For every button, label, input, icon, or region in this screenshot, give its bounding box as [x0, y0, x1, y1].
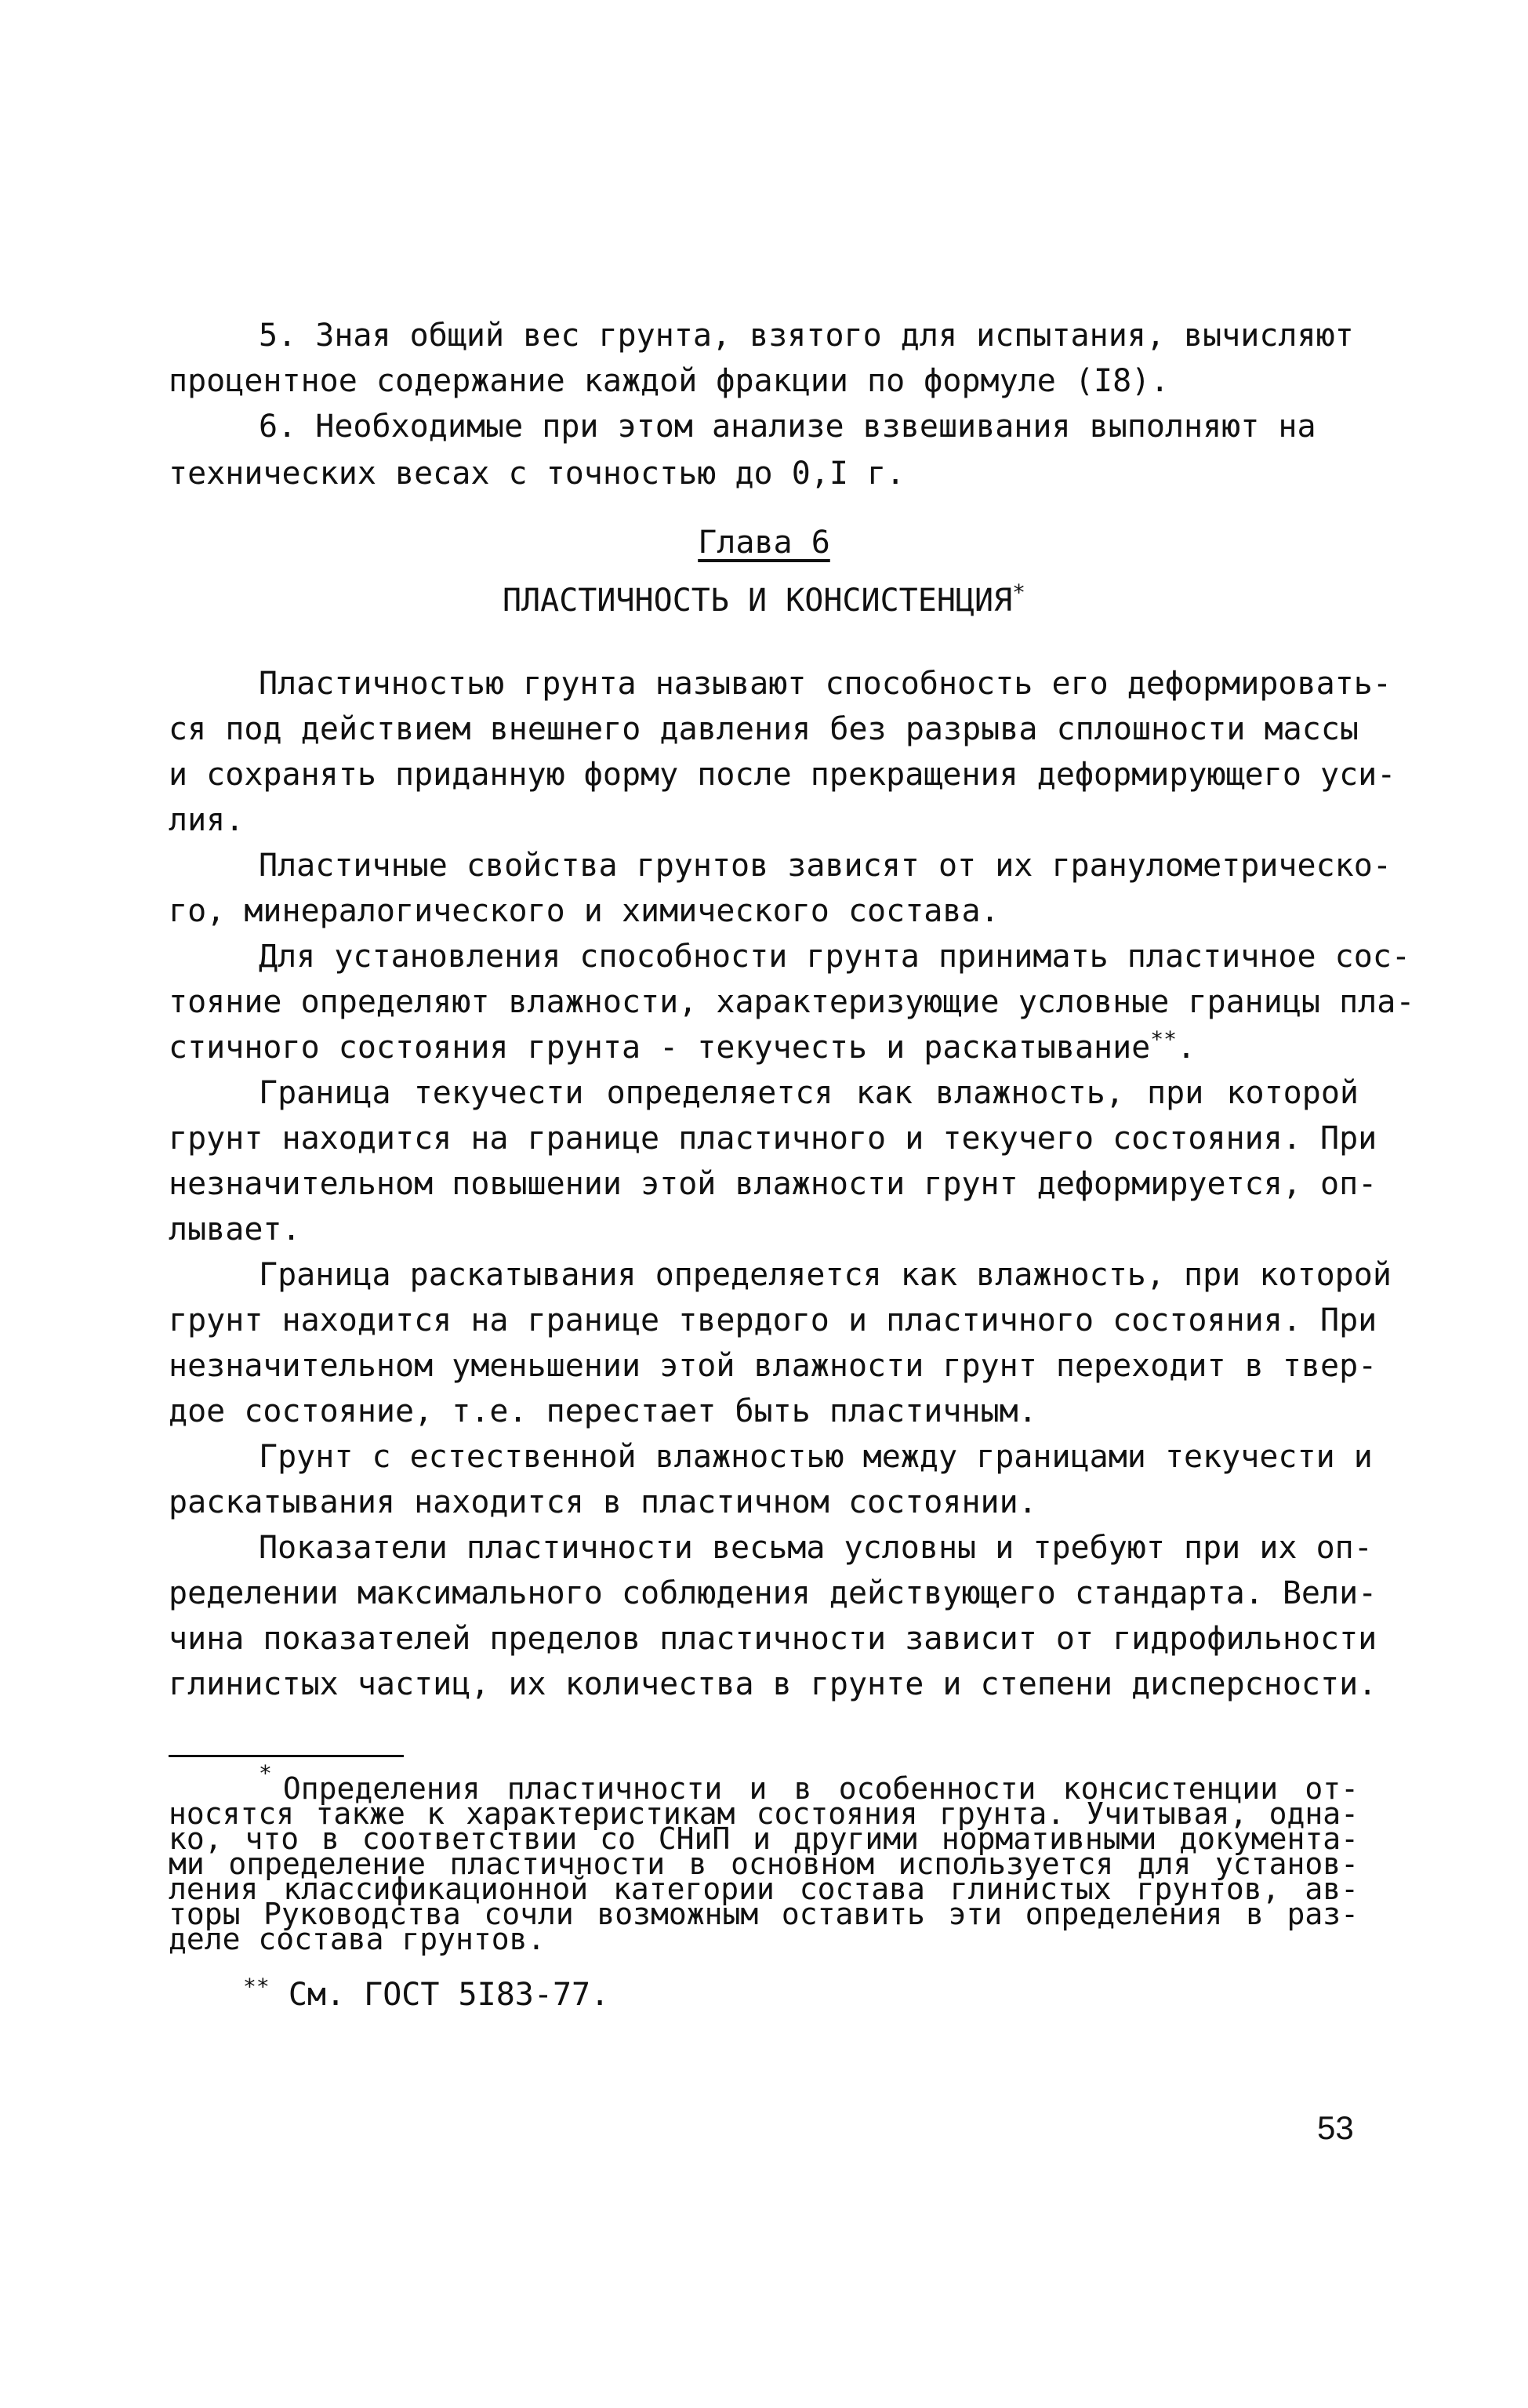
text-line-content: стичного состояния грунта - текучесть и раскатывание [169, 1030, 1151, 1066]
text-line: дое состояние, т.е. перестает быть пластичным. [169, 1393, 1037, 1429]
footnote-text: См. ГОСТ 5I83-77. [288, 1977, 610, 2013]
chapter-label: Глава 6 [698, 525, 830, 561]
text-line: Для установления способности грунта принимать пластичное сос- [259, 939, 1411, 975]
text-line: грунт находится на границе твердого и пластичного состояния. При [169, 1302, 1377, 1338]
footnote-line: торы Руководства сочли возможным оставить эти определения в раз- [169, 1897, 1359, 1931]
text-line: тояние определяют влажности, характеризующие условные границы пла- [169, 984, 1415, 1020]
footnote-marker: ** [243, 1974, 270, 1999]
footnote-line: ления классификационной категории состава глинистых грунтов, ав- [169, 1872, 1359, 1906]
chapter-title-text: ПЛАСТИЧНОСТЬ И КОНСИСТЕНЦИЯ [502, 583, 1013, 619]
footnote-line: носятся также к характеристикам состояния грунта. Учитывая, одна- [169, 1796, 1359, 1831]
footnote-line: деле состава грунтов. [169, 1922, 546, 1956]
footnote-marker: * [1012, 579, 1026, 605]
footnote-line: ми определение пластичности в основном используется для установ- [169, 1847, 1359, 1881]
text-line: Пластичные свойства грунтов зависят от их гранулометрическо- [259, 848, 1392, 884]
text-line: Показатели пластичности весьма условны и требуют при их оп- [259, 1530, 1373, 1566]
text-line: 6. Необходимые при этом анализе взвешивания выполняют на [259, 409, 1316, 445]
text-line: и сохранять приданную форму после прекращения деформирующего уси- [169, 757, 1396, 793]
text-line: го, минералогического и химического состава. [169, 893, 1000, 929]
footnote-line: ко, что в соответствии со СНиП и другими нормативными документа- [169, 1821, 1359, 1856]
footnote-text: Определения пластичности и в особенности консистенции от- [282, 1771, 1359, 1806]
text-line [169, 1026, 1196, 1066]
text-line: технических весах с точностью до 0,I г. [169, 456, 906, 492]
text-line: глинистых частиц, их количества в грунте и степени дисперсности. [169, 1666, 1377, 1702]
text-line: лия. [169, 802, 245, 838]
text-line: незначительном уменьшении этой влажности грунт переходит в твер- [169, 1348, 1377, 1384]
text-line: чина показателей пределов пластичности зависит от гидрофильности [169, 1621, 1377, 1657]
text-line: Грунт с естественной влажностью между границами текучести и [259, 1439, 1373, 1475]
text-line: ся под действием внешнего давления без разрыва сплошности массы [169, 711, 1359, 747]
text-line: Граница текучести определяется как влажность, при которой [259, 1075, 1359, 1111]
text-line: Граница раскатывания определяется как влажность, при которой [259, 1257, 1392, 1293]
text-line: лывает. [169, 1211, 301, 1248]
footnote-divider [169, 1755, 404, 1757]
text-line: ределении максимального соблюдения действующего стандарта. Вели- [169, 1575, 1377, 1611]
text-line: грунт находится на границе пластичного и текучего состояния. При [169, 1120, 1377, 1157]
text-line: раскатывания находится в пластичном состоянии. [169, 1484, 1037, 1520]
chapter-title [0, 579, 1528, 619]
text-line: 5. Зная общий вес грунта, взятого для испытания, вычисляют [259, 318, 1354, 354]
text-line: Пластичностью грунта называют способность его деформировать- [259, 666, 1392, 702]
footnote-marker: * [259, 1760, 272, 1786]
footnote-line [243, 1974, 610, 2013]
footnote-marker: ** [1150, 1026, 1177, 1052]
text-line: процентное содержание каждой фракции по формуле (I8). [169, 363, 1170, 399]
text-line: незначительном повышении этой влажности грунт деформируется, оп- [169, 1166, 1377, 1202]
page-number: 53 [1317, 2109, 1354, 2146]
text-line-end: . [1176, 1030, 1196, 1066]
